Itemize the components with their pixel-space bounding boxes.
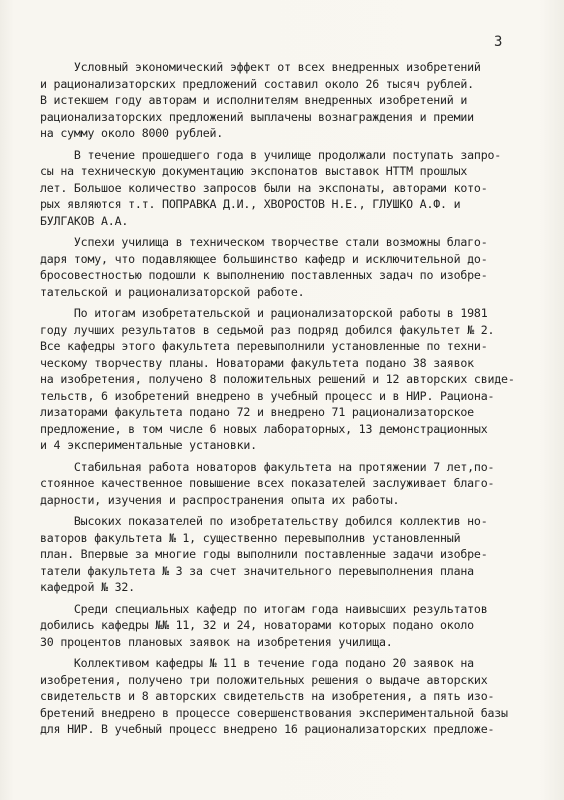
paragraph [40, 147, 550, 230]
text-line: лизаторами факультета подано 72 и внедрено 71 рационализаторское [40, 405, 474, 419]
text-line: В течение прошедшего года в училище продолжали поступать запро- [40, 147, 502, 162]
text-line: рационализаторских предложений выплачены вознаграждения и премии [40, 109, 474, 124]
text-line: тельств, 6 изобретений внедрено в учебный процесс и в НИР. Рациона- [40, 388, 495, 403]
text-line: лет. Большое количество запросов были на экспонаты, авторами кото- [40, 180, 488, 195]
text-line: план. Впервые за многие годы выполнили поставленные задачи изобре- [40, 547, 488, 561]
text-line: Стабильная работа новаторов факультета на протяжении 7 лет,по- [40, 459, 495, 474]
text-line: дарности, изучения и распространения опыта их работы. [40, 492, 400, 507]
text-line: Среди специальных кафедр по итогам года наивысших результатов [40, 601, 488, 616]
text-line: на изобретения, получено 8 положительных решений и 12 авторских свиде- [40, 372, 515, 386]
paragraph [40, 305, 550, 454]
text-line: бретений внедрено в процессе совершенствования экспериментальной базы [40, 705, 508, 720]
paragraph [40, 234, 550, 300]
text-line: и рационализаторских предложений составил около 26 тысяч рублей. [40, 76, 474, 91]
text-line: стоянное качественное повышение всех показателей заслуживает благо- [40, 476, 495, 490]
text-line: 30 процентов плановых заявок на изобретения училища. [40, 634, 393, 649]
text-line: ческому творчеству планы. Новаторами факультета подано 38 заявок [40, 355, 474, 370]
text-line: для НИР. В учебный процесс внедрено 16 рационализаторских предложе- [40, 722, 495, 736]
text-line: татели факультета № 3 за счет значительного перевыполнения плана [40, 563, 474, 578]
text-line: ваторов факультета № 1, существенно перевыполнив установленный [40, 530, 461, 545]
paragraph [40, 655, 550, 738]
paragraph [40, 59, 550, 142]
text-line: даря тому, что подавляющее большинство кафедр и исключительной до- [40, 251, 488, 266]
text-line: добились кафедры №№ 11, 32 и 24, новаторами которых подано около [40, 618, 474, 632]
text-line: По итогам изобретательской и рационализаторской работы в 1981 [40, 306, 488, 320]
text-line: бросовестностью подошли к выполнению поставленных задач по изобре- [40, 268, 488, 282]
paragraph [40, 459, 550, 509]
text-line: БУЛГАКОВ А.А. [40, 213, 129, 228]
text-line: В истекшем году авторам и исполнителям внедренных изобретений и [40, 93, 468, 107]
paragraph [40, 513, 550, 596]
paragraph [40, 601, 550, 651]
text-line: сы на техническую документацию экспонатов выставок НТТМ прошлых [40, 164, 468, 178]
text-line: изобретения, получено три положительных решения о выдаче авторских [40, 672, 488, 687]
page-number: 3 [494, 34, 503, 50]
text-line: рых являются т.т. ПОПРАВКА Д.И., ХВОРОСТОВ Н.Е., ГЛУШКО А.Ф. и [40, 197, 461, 211]
text-line: и 4 экспериментальные установки. [40, 438, 257, 452]
text-line: на сумму около 8000 рублей. [40, 126, 224, 140]
text-line: предложение, в том числе 6 новых лабораторных, 13 демонстрационных [40, 421, 488, 436]
text-line: кафедрой № 32. [40, 580, 135, 594]
text-line: Все кафедры этого факультета перевыполнили установленные по техни- [40, 339, 488, 353]
text-line: году лучших результатов в седьмой раз подряд добился факультет № 2. [40, 322, 495, 337]
text-line: Условный экономический эффект от всех внедренных изобретений [40, 60, 481, 74]
text-line: тательской и рационализаторской работе. [40, 284, 305, 299]
text-line: Успехи училища в техническом творчестве стали возможны благо- [40, 235, 488, 249]
text-line: Коллективом кафедры № 11 в течение года подано 20 заявок на [40, 656, 474, 670]
document-body [40, 59, 550, 738]
text-line: свидетельств и 8 авторских свидетельств на изобретения, а пять изо- [40, 689, 495, 703]
text-line: Высоких показателей по изобретательству добился коллектив но- [40, 514, 488, 528]
